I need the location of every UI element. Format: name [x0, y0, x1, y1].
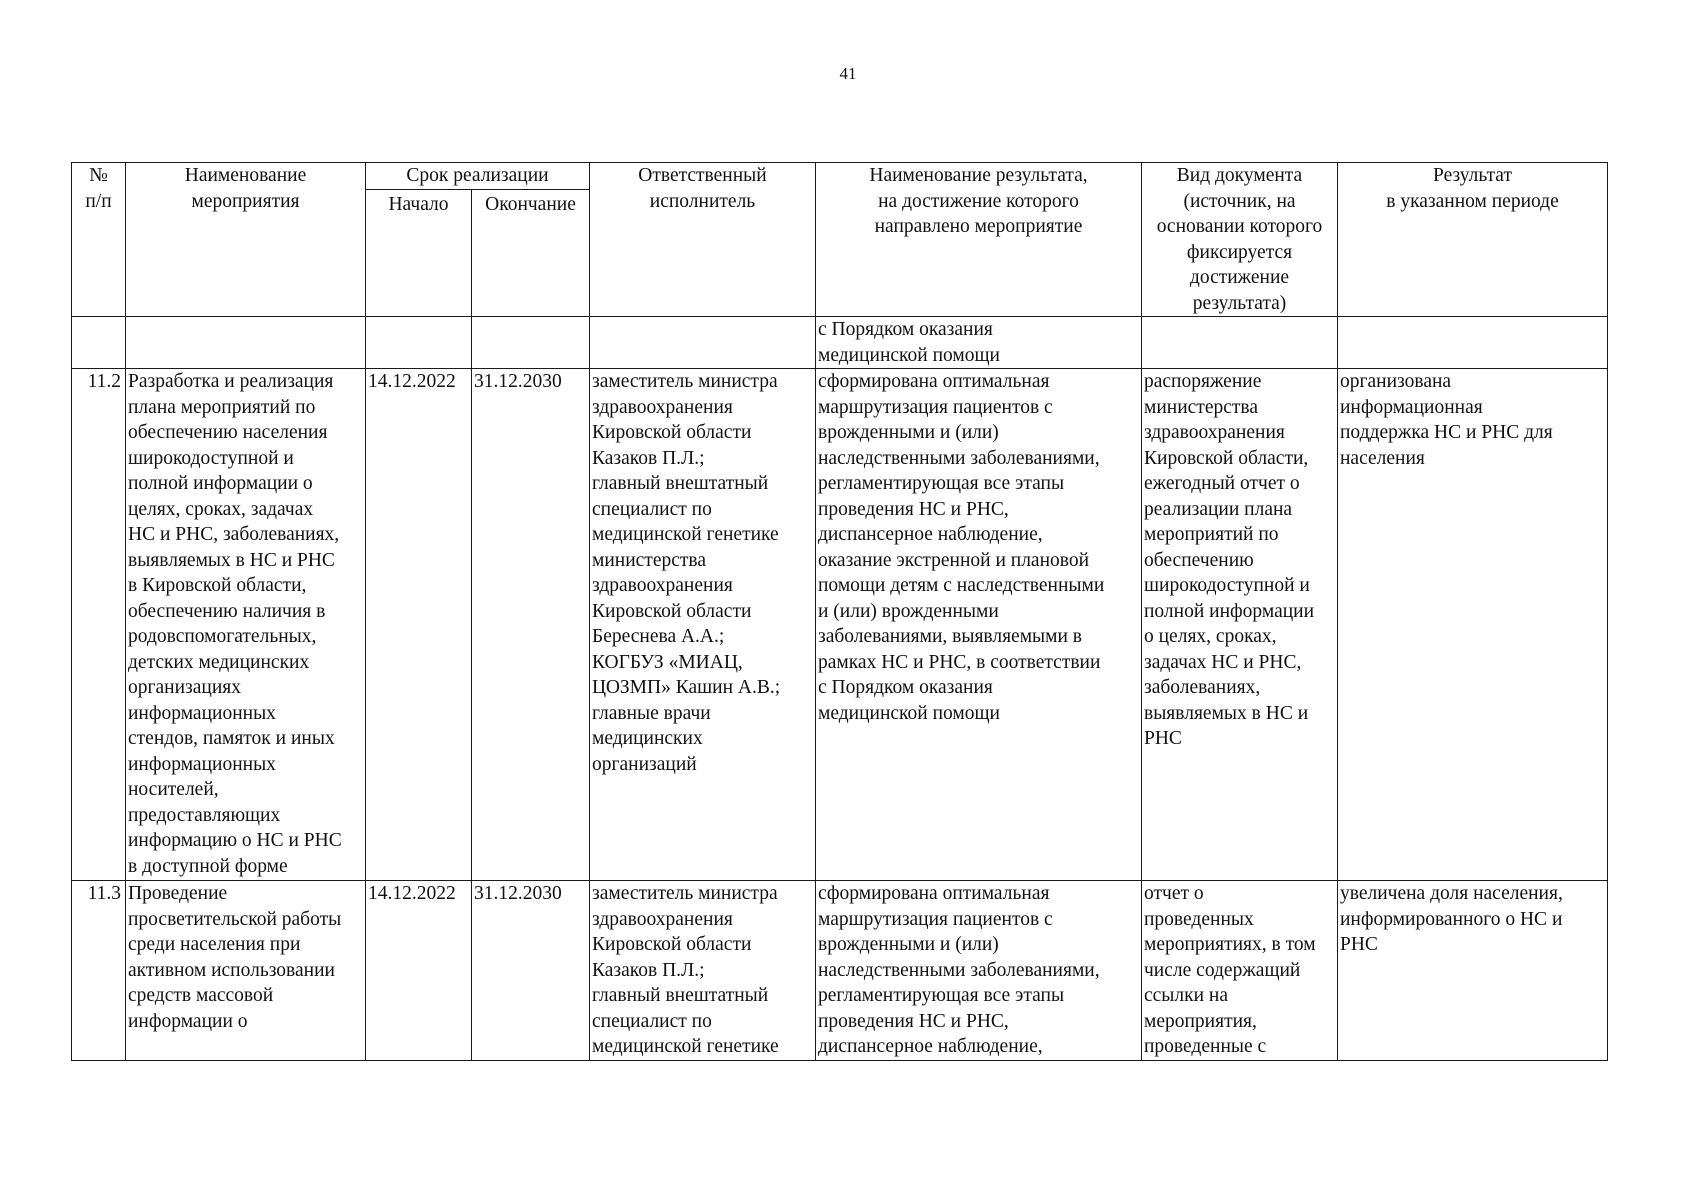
row-start — [366, 317, 472, 369]
table-row — [72, 317, 1608, 369]
row-result: увеличена доля населения, информированного о НС и РНС — [1338, 881, 1608, 1061]
row-start: 14.12.2022 — [366, 881, 472, 1061]
row-result: организована информационная поддержка НС и РНС для населения — [1338, 369, 1608, 881]
header-executor: Ответственный исполнитель — [590, 163, 816, 317]
header-period: Срок реализации — [366, 163, 590, 190]
row-name: Проведение просветительской работы среди населения при активном использовании средств массовой информации о — [126, 881, 366, 1061]
header-start: Начало — [366, 189, 472, 317]
row-doc-type: распоряжение министерства здравоохранения Кировской области, ежегодный отчет о реализации плана мероприятий по обеспечению широкодоступной и полной информации о целях, сроках, задачах НС и РНС, заболеваниях, выявляемых в НС и РНС — [1142, 369, 1338, 881]
header-num: № п/п — [72, 163, 126, 317]
row-num: 11.3 — [72, 881, 126, 1061]
row-executor — [590, 317, 816, 369]
table-row — [72, 369, 1608, 881]
row-result-name: с Порядком оказания медицинской помощи — [816, 317, 1142, 369]
table-row — [72, 881, 1608, 1061]
row-result-name: сформирована оптимальная маршрутизация пациентов с врожденными и (или) наследственными заболеваниями, регламентирующая все этапы проведения НС и РНС, диспансерное наблюдение, — [816, 881, 1142, 1061]
row-end — [472, 317, 590, 369]
row-doc-type — [1142, 317, 1338, 369]
measures-table — [71, 162, 1608, 1061]
header-end: Окончание — [472, 189, 590, 317]
header-row — [72, 163, 1608, 190]
header-result: Результат в указанном периоде — [1338, 163, 1608, 317]
row-executor: заместитель министра здравоохранения Кировской области Казаков П.Л.; главный внештатный специалист по медицинской генетике — [590, 881, 816, 1061]
row-result — [1338, 317, 1608, 369]
row-start: 14.12.2022 — [366, 369, 472, 881]
header-doc-type: Вид документа (источник, на основании которого фиксируется достижение результата) — [1142, 163, 1338, 317]
row-end: 31.12.2030 — [472, 881, 590, 1061]
row-end: 31.12.2030 — [472, 369, 590, 881]
row-num: 11.2 — [72, 369, 126, 881]
header-result-name: Наименование результата, на достижение которого направлено мероприятие — [816, 163, 1142, 317]
row-num — [72, 317, 126, 369]
row-doc-type: отчет о проведенных мероприятиях, в том числе содержащий ссылки на мероприятия, проведенные с — [1142, 881, 1338, 1061]
row-name — [126, 317, 366, 369]
row-result-name: сформирована оптимальная маршрутизация пациентов с врожденными и (или) наследственными заболеваниями, регламентирующая все этапы проведения НС и РНС, диспансерное наблюдение, оказание экстренной и плановой помощи детям с наследственными и (или) врожденными заболеваниями, выявляемыми в рамках НС и РНС, в соответствии с Порядком оказания медицинской помощи — [816, 369, 1142, 881]
row-name: Разработка и реализация плана мероприятий по обеспечению населения широкодоступной и полной информации о целях, сроках, задачах НС и РНС, заболеваниях, выявляемых в НС и РНС в Кировской области, обеспечению наличия в родовспомогательных, детских медицинских организациях информационных стендов, памяток и иных информационных носителей, предоставляющих информацию о НС и РНС в доступной форме — [126, 369, 366, 881]
header-name: Наименование мероприятия — [126, 163, 366, 317]
row-executor: заместитель министра здравоохранения Кировской области Казаков П.Л.; главный внештатный специалист по медицинской генетике министерства здравоохранения Кировской области Береснева А.А.; КОГБУЗ «МИАЦ, ЦОЗМП» Кашин А.В.; главные врачи медицинских организаций — [590, 369, 816, 881]
page-number: 41 — [839, 64, 857, 83]
